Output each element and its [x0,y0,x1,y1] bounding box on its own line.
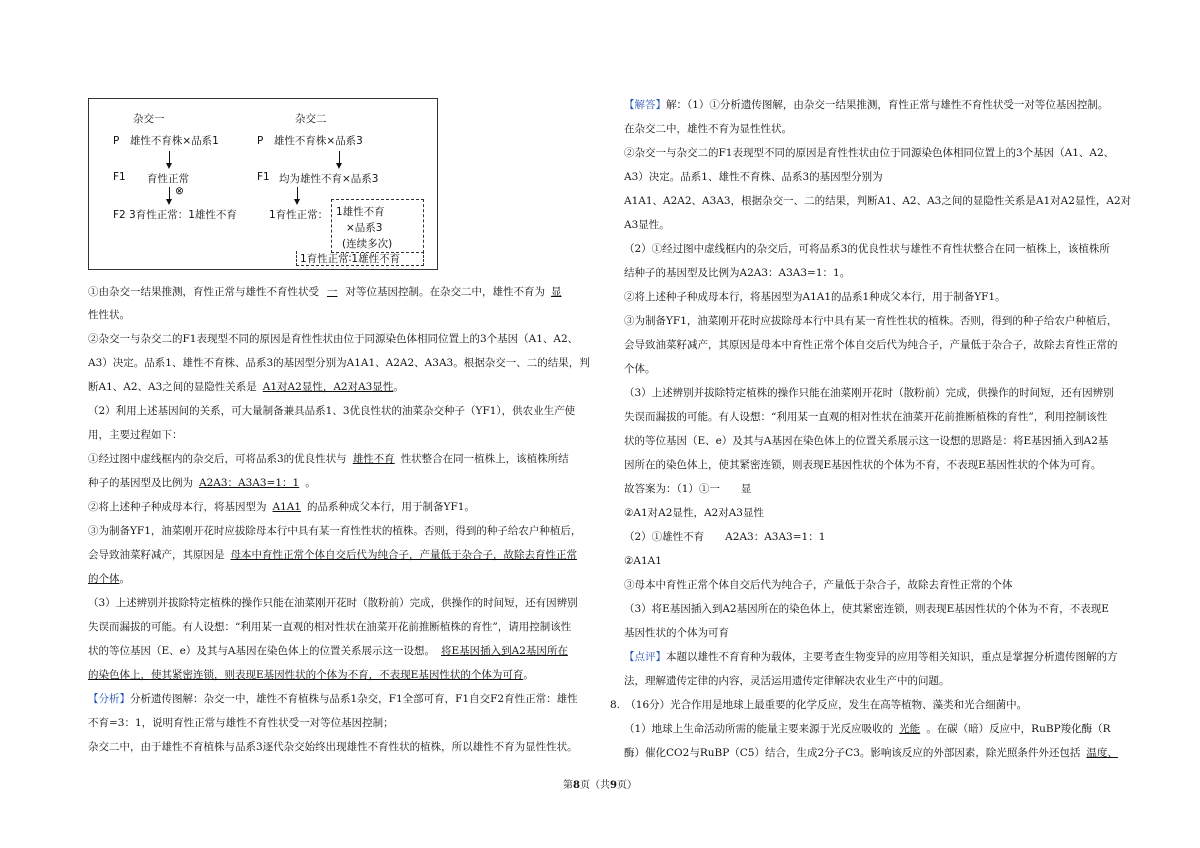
cross2-title: 杂交二 [295,113,327,125]
text-line: ③为制备YF1，油菜刚开花时应拔除母本行中具有某一育性性状的植株。否则，得到的种子给农户种植后， [624,315,1118,327]
comment-tag: 【点评】 [624,651,666,663]
page-footer: 第8页（共9页） [563,780,637,791]
text-line: （3）上述辨别并拔除特定植株的操作只能在油菜刚开花时（散粉前）完成，供操作的时间短，还有因辨别 [88,597,578,609]
f1-label-2: F1 [257,171,270,183]
answer-line: 故答案为：（1）①一 显 [624,483,752,495]
text-line: 个体。 [624,363,656,375]
f1-text-1: 育性正常 [147,173,189,185]
cross1-title: 杂交一 [133,113,165,125]
f1-label-1: F1 [113,171,126,183]
solution-line: 【解答】解：（1）①分析遗传图解，由杂交一结果推测，育性正常与雄性不育性状受一对等位基因控制。 [624,99,1109,111]
text-line: ②将上述种子种成母本行，将基因型为A1A1的品系1种成父本行，用于制备YF1。 [624,291,1006,303]
text-line: A1A1、A2A2、A3A3，根据杂交一、二的结果，判断A1、A2、A3之间的显隐性关系是A1对A2显性，A2对 [624,195,1132,207]
answer-line: （2）①雄性不育 A2A3：A3A3=1：1 [624,531,826,543]
text-line: 状的等位基因（E、e）及其与A基因在染色体上的位置关系展示这一设想。 将E基因插入到A2基因所在 [88,645,568,657]
text-line: ②杂交一与杂交二的F1表现型不同的原因是育性性状由位于同源染色体相同位置上的3个基因（A1、A2、 [88,333,579,345]
text-line: 酶）催化CO2与RuBP（C5）结合，生成2分子C3。影响该反应的外部因素，除光照条件外还包括 温度、 [624,747,1118,759]
answer-line: （3）将E基因插入到A2基因所在的染色体上，使其紧密连锁，则表现E基因性状的个体为不育，不表现E [624,603,1109,615]
text-line: （2）利用上述基因间的关系，可大量制备兼具品系1、3优良性状的油菜杂交种子（YF1），供农业生产使 [88,405,576,417]
text-line: ①经过图中虚线框内的杂交后，可将品系3的优良性状与 雄性不育 性状整合在同一植株上，该植株所结 [88,453,569,465]
text-line: ②杂交一与杂交二的F1表现型不同的原因是育性性状由位于同源染色体相同位置上的3个基因（A1、A2、 [624,147,1115,159]
box-line2: ×品系3 [346,222,383,234]
text-line: （3）上述辨别并拔除特定植株的操作只能在油菜刚开花时（散粉前）完成，供操作的时间短，还有因辨别 [624,387,1114,399]
total-pages: 9 [610,780,617,791]
text-line: 结种子的基因型及比例为A2A3：A3A3=1：1。 [624,267,851,279]
cross2-parent: P 雄性不育株×品系3 [257,135,363,147]
solution-tag: 【解答】 [624,99,666,111]
text-line: （1）地球上生命活动所需的能量主要来源于光反应吸收的 光能 。在碳（暗）反应中，RuBP羧化酶（R [624,723,1111,735]
text-line: 种子的基因型及比例为 A2A3：A3A3=1：1 。 [88,477,316,489]
arrow-down-icon [336,163,342,169]
text-line: 的染色体上，使其紧密连锁，则表现E基因性状的个体为不育，不表现E基因性状的个体为可育。 [88,669,534,681]
text-line: 状的等位基因（E、e）及其与A基因在染色体上的位置关系展示这一设想的思路是：将E基因插入到A2基 [624,435,1109,447]
text-line: 在杂交二中，雄性不育为显性性状。 [624,123,792,135]
dashed-box-bottom [296,251,424,266]
text-line: 失误而漏拔的可能。有人设想：“利用某一直观的相对性状在油菜开花前推断植株的育性”，利用控制该性 [624,411,1108,423]
text-line: 的个体。 [88,573,130,585]
text-line: 杂交二中，由于雄性不育植株与品系3逐代杂交始终出现雄性不育性状的植株，所以雄性不育为显性性状。 [88,741,578,753]
page-number: 8 [573,780,580,791]
cross2-result: 1育性正常： [269,209,329,221]
arrow-down-icon [166,199,172,205]
self-cross-symbol: ⊗ [175,185,184,197]
dashed-box [331,199,424,253]
text-line: 失误而漏拔的可能。有人设想：“利用某一直观的相对性状在油菜开花前推断植株的育性”，请用控制该性 [88,621,572,633]
arrow-down-icon [294,199,300,205]
text-line: A3）决定。品系1、雄性不育株、品系3的基因型分别为 [624,171,883,183]
text-line: A3显性。 [624,219,670,231]
box-bottom-result: 1育性正常∶1雄性不育 [300,253,401,265]
cross1-parent: P 雄性不育株×品系1 [113,135,219,147]
arrow-down-icon [166,163,172,169]
genetic-cross-diagram [88,98,438,270]
f1-text-2: 均为雄性不育×品系3 [279,173,379,185]
text-line: （2）①经过图中虚线框内的杂交后，可将品系3的优良性状与雄性不育性状整合在同一植株上，该植株所 [624,243,1110,255]
text-line: ③为制备YF1，油菜刚开花时应拔除母本行中具有某一育性性状的植株。否则，得到的种子给农户种植后， [88,525,582,537]
text-line: 不育=3：1，说明育性正常与雄性不育性状受一对等位基因控制； [88,717,394,729]
text-line: 因所在的染色体上，使其紧密连锁，则表现E基因性状的个体为不育，不表现E基因性状的个体为可育。 [624,459,1102,471]
text-line: 会导致油菜籽减产，其原因是母本中育性正常个体自交后代为纯合子，产量低于杂合子，故除去育性正常的 [624,339,1118,351]
box-line3: (连续多次) [342,238,393,250]
answer-line: ③母本中育性正常个体自交后代为纯合子，产量低于杂合子，故除去育性正常的个体 [624,579,1013,591]
question-8-title: 8. （16分）光合作用是地球上最重要的化学反应，发生在高等植物、藻类和光合细菌中。 [610,699,1028,711]
answer-line: ②A1对A2显性，A2对A3显性 [624,507,764,519]
text-line: 断A1、A2、A3之间的显隐性关系是 A1对A2显性，A2对A3显性。 [88,381,404,393]
f2-result: F2 3育性正常：1雄性不育 [113,209,237,221]
text-line: ①由杂交一结果推测，育性正常与雄性不育性状受 一 对等位基因控制。在杂交二中，雄性不育为 显 [88,286,562,298]
analysis-line: 【分析】分析遗传图解：杂交一中，雄性不育植株与品系1杂交，F1全部可育，F1自交F2育性正常：雄性 [88,693,578,705]
text-line: 性性状。 [88,309,130,321]
text-line: ②将上述种子种成母本行，将基因型为 A1A1 的品系种成父本行，用于制备YF1。 [88,501,475,513]
text-line: 会导致油菜籽减产，其原因是 母本中育性正常个体自交后代为纯合子，产量低于杂合子，故除去育性正常 [88,549,577,561]
comment-line: 【点评】本题以雄性不育育种为载体，主要考查生物变异的应用等相关知识，重点是掌握分析遗传图解的方 [624,651,1118,663]
analysis-tag: 【分析】 [88,693,130,705]
answer-line: ②A1A1 [624,555,662,567]
text-line: 用，主要过程如下： [88,429,183,441]
text-line: 法，理解遗传定律的内容，灵活运用遗传定律解决农业生产中的问题。 [624,675,950,687]
box-line1: 1雄性不育 [336,206,385,218]
text-line: A3）决定。品系1、雄性不育株、品系3的基因型分别为A1A1、A2A2、A3A3。根据杂交一、二的结果，判 [88,357,590,369]
answer-line: 基因性状的个体为可育 [624,627,729,639]
